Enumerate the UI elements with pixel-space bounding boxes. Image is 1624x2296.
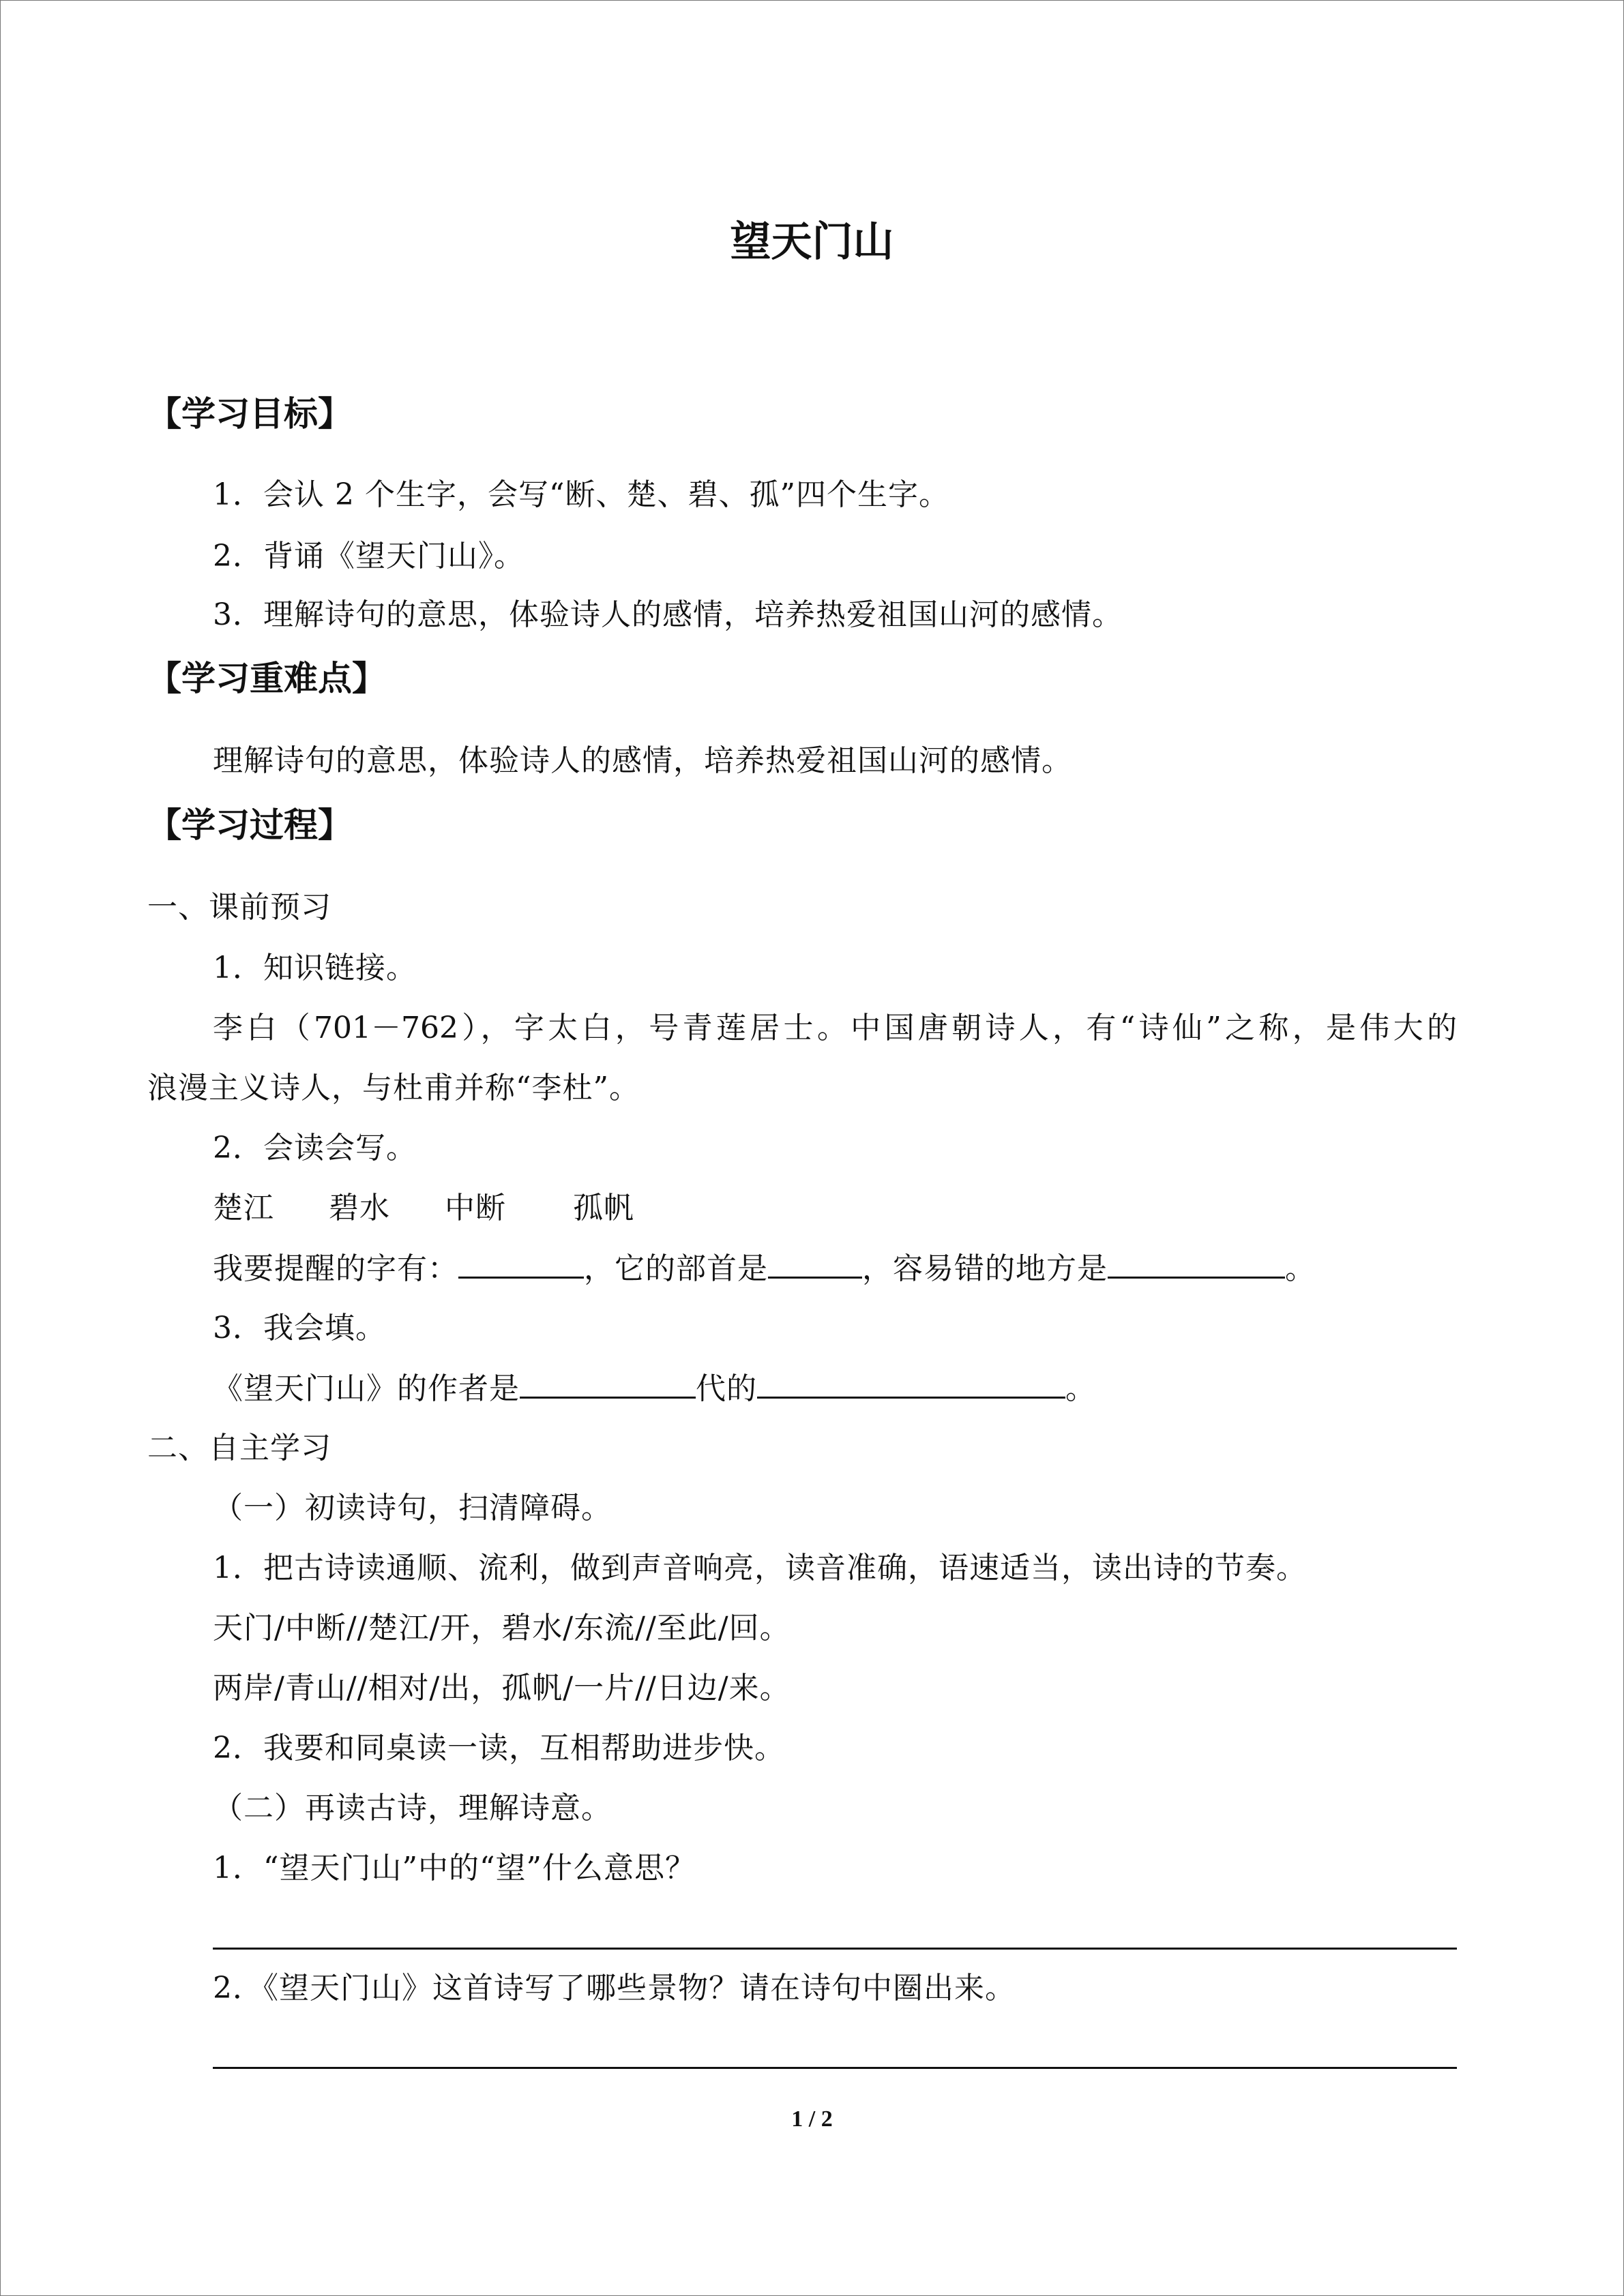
partner-reading-item: 2．我要和同桌读一读，互相帮助进步快。 xyxy=(213,1731,785,1765)
reminder-line xyxy=(213,1249,1316,1288)
vocab-word: 碧水 xyxy=(329,1191,390,1225)
page-number: 1 / 2 xyxy=(791,2106,833,2132)
author-blank[interactable] xyxy=(520,1369,696,1399)
mistake-prompt: ，容易错的地方是 xyxy=(862,1251,1108,1286)
author-bio-line-1: 李白（701－762），字太白，号青莲居士。中国唐朝诗人，有“诗仙”之称，是伟大的 xyxy=(213,1011,1457,1045)
page-title: 望天门山 xyxy=(730,218,894,266)
goal-item: 1．会认 2 个生字，会写“断、楚、碧、孤”四个生字。 xyxy=(213,477,949,512)
fill-period: 。 xyxy=(1065,1371,1096,1406)
self-study-heading: 二、自主学习 xyxy=(147,1431,331,1465)
author-prompt: 《望天门山》的作者是 xyxy=(213,1371,520,1406)
goal-item: 2．背诵《望天门山》。 xyxy=(213,539,525,573)
preview-heading: 一、课前预习 xyxy=(147,890,331,925)
goals-heading: 【学习目标】 xyxy=(147,394,352,434)
vocab-word: 中断 xyxy=(445,1191,506,1225)
poem-line-2: 两岸/青山//相对/出，孤帆/一片//日边/来。 xyxy=(213,1671,791,1705)
question-1: 1．“望天门山”中的“望”什么意思？ xyxy=(213,1851,696,1885)
read-write-item: 2．会读会写。 xyxy=(213,1131,417,1165)
part-two-heading: （二）再读古诗，理解诗意。 xyxy=(213,1791,612,1825)
radical-prompt: ，它的部首是 xyxy=(584,1251,768,1286)
mistake-blank[interactable] xyxy=(1108,1249,1285,1279)
dynasty-blank[interactable] xyxy=(757,1369,1065,1399)
reminder-prompt: 我要提醒的字有： xyxy=(213,1251,458,1286)
knowledge-link-item: 1．知识链接。 xyxy=(213,951,417,985)
poem-line-1: 天门/中断//楚江/开，碧水/东流//至此/回。 xyxy=(213,1611,791,1645)
vocab-word: 楚江 xyxy=(213,1191,274,1225)
dynasty-prompt: 代的 xyxy=(696,1371,757,1406)
part-one-heading: （一）初读诗句，扫清障碍。 xyxy=(213,1491,612,1525)
reminder-char-blank[interactable] xyxy=(458,1249,584,1279)
radical-blank[interactable] xyxy=(768,1249,862,1279)
process-heading: 【学习过程】 xyxy=(147,805,352,845)
reminder-period: 。 xyxy=(1285,1251,1316,1286)
key-points-text: 理解诗句的意思，体验诗人的感情，培养热爱祖国山河的感情。 xyxy=(213,743,1072,778)
question-2: 2．《望天门山》这首诗写了哪些景物？请在诗句中圈出来。 xyxy=(213,1971,1016,2006)
fill-in-item: 3．我会填。 xyxy=(213,1311,386,1345)
goal-item: 3．理解诗句的意思，体验诗人的感情，培养热爱祖国山河的感情。 xyxy=(213,597,1123,632)
author-bio-line-2: 浪漫主义诗人，与杜甫并称“李杜”。 xyxy=(147,1071,640,1105)
vocab-word: 孤帆 xyxy=(573,1191,634,1225)
key-points-heading: 【学习重难点】 xyxy=(147,659,386,698)
answer-line-1[interactable] xyxy=(213,1948,1457,1950)
answer-line-2[interactable] xyxy=(213,2067,1457,2069)
author-fill-line xyxy=(213,1369,1096,1408)
reading-instruction: 1．把古诗读通顺、流利，做到声音响亮，读音准确，语速适当，读出诗的节奏。 xyxy=(213,1551,1307,1585)
